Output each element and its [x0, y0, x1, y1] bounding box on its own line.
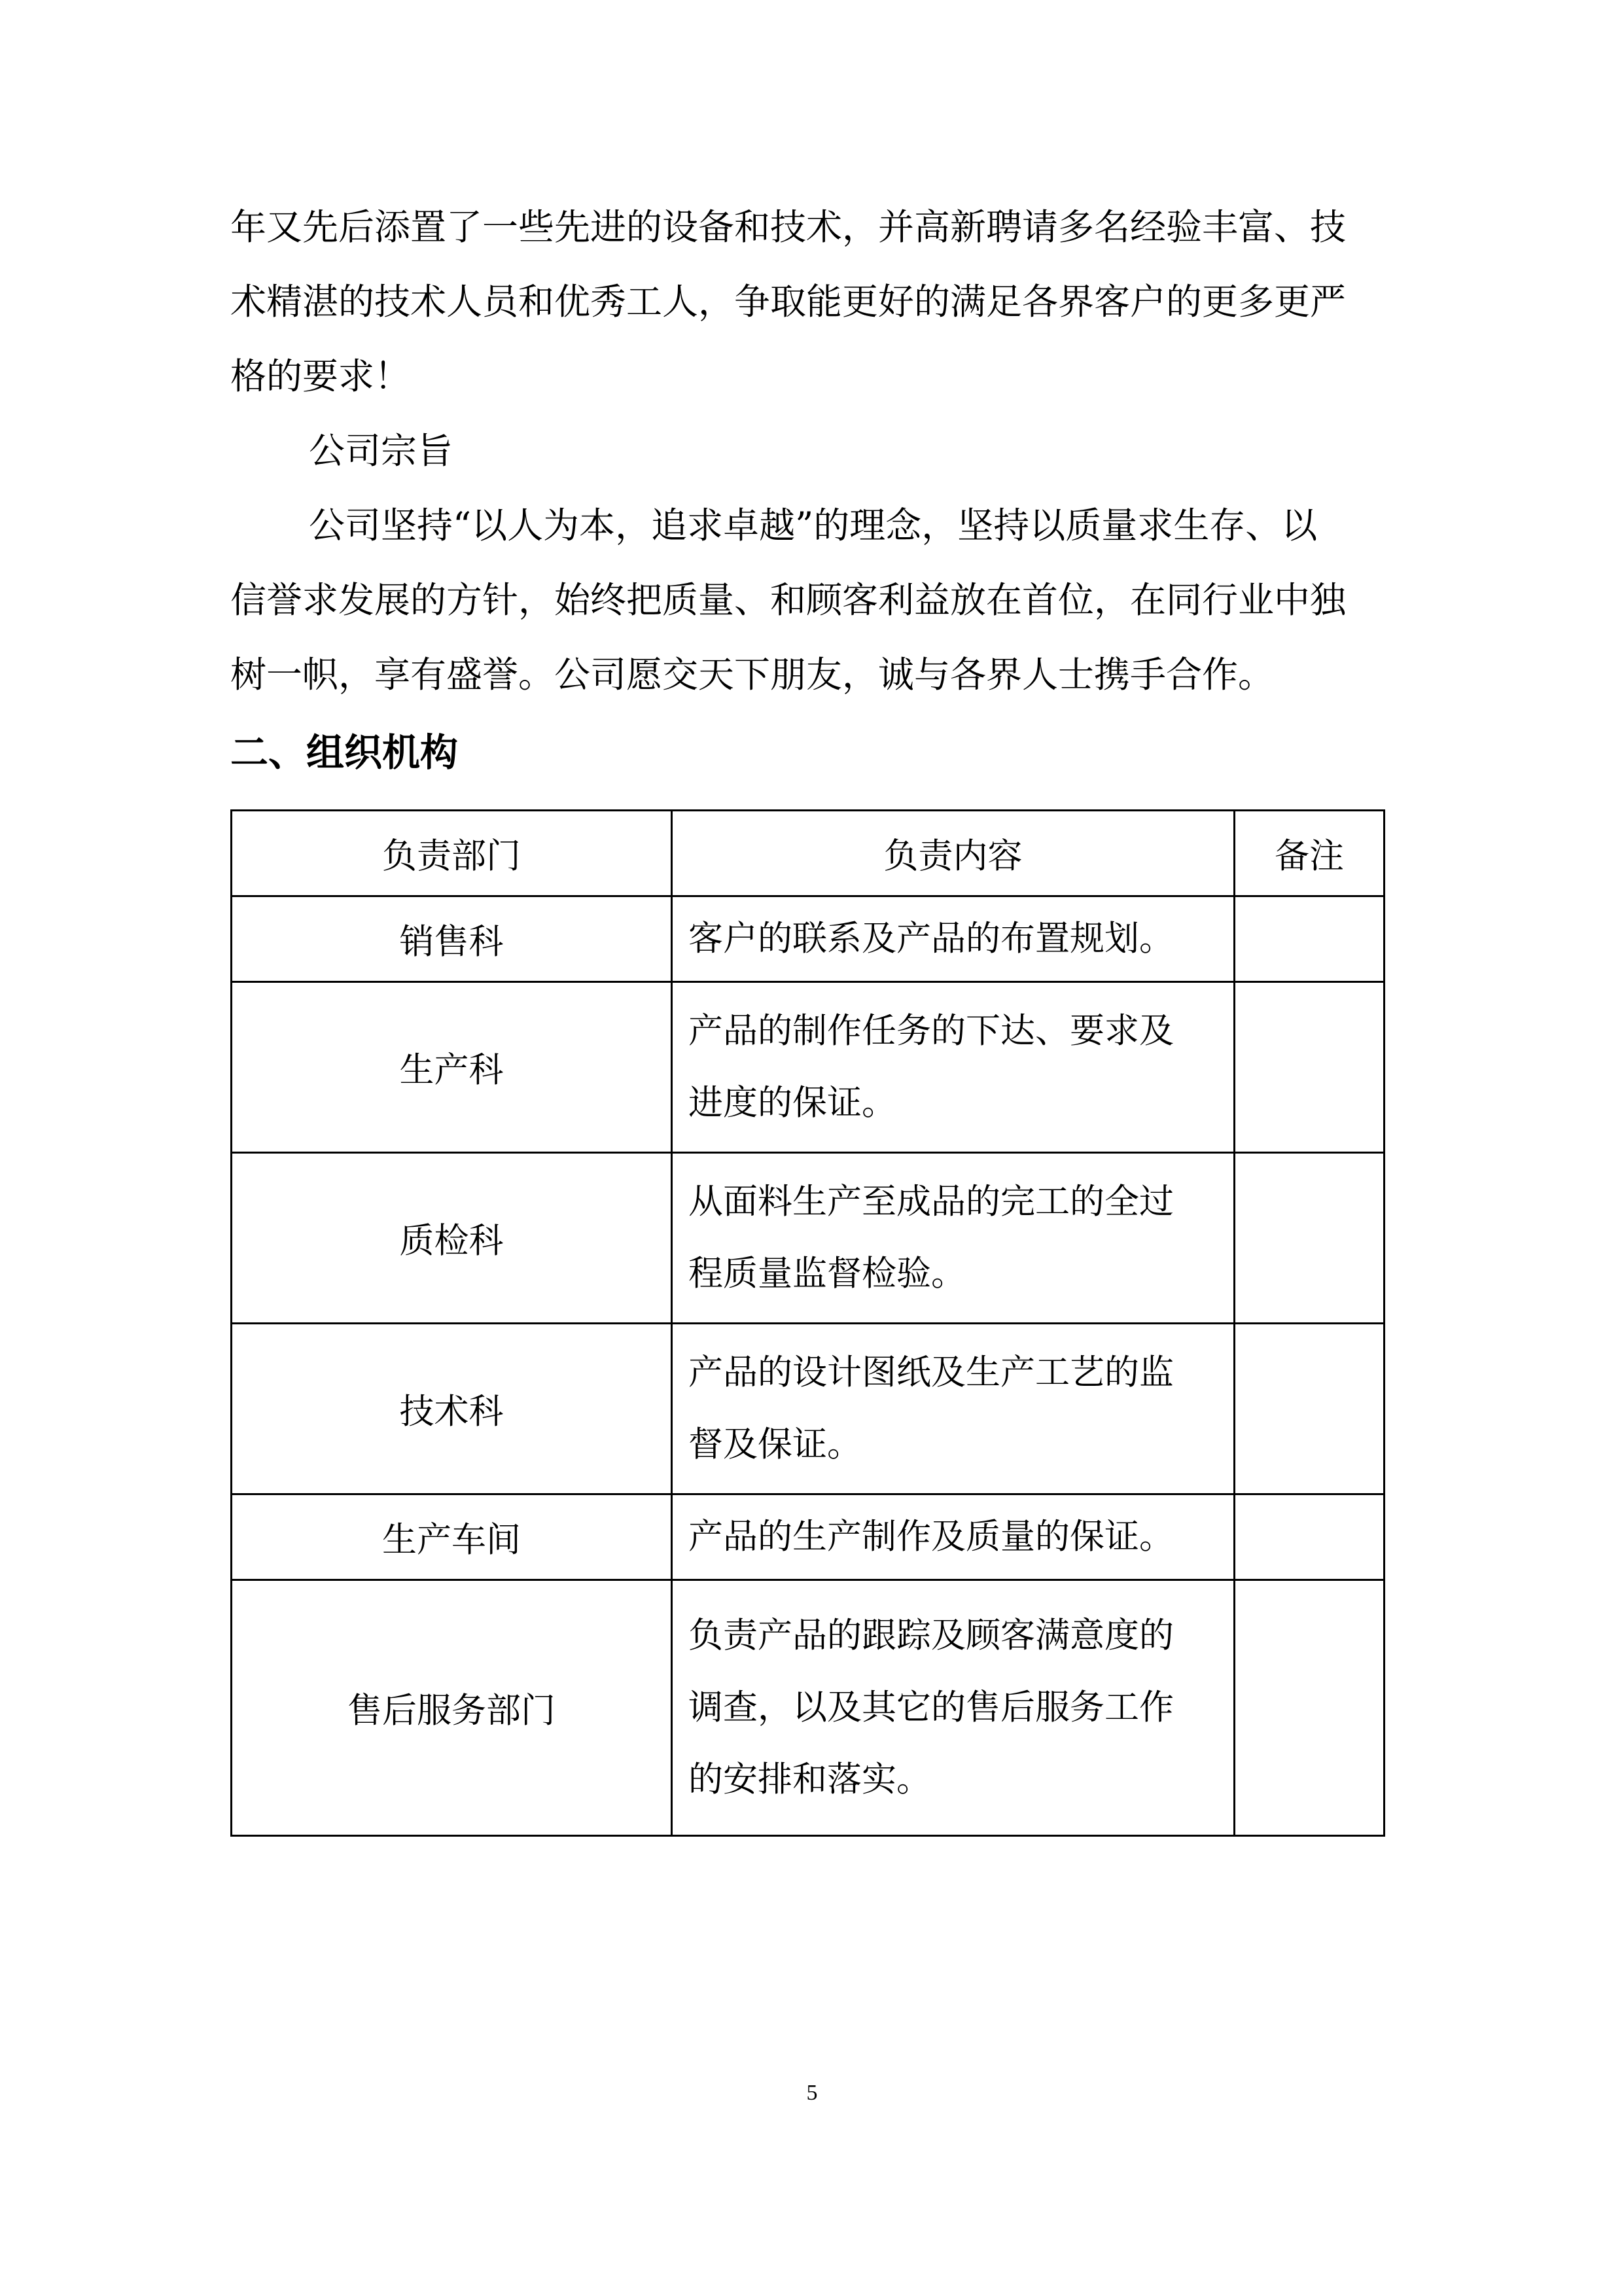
org-structure-table	[230, 809, 1385, 1837]
content-cell	[672, 1494, 1235, 1580]
content-line: 调查，以及其它的售后服务工作	[688, 1687, 1174, 1727]
note-cell	[1235, 1580, 1385, 1836]
content-line: 产品的制作任务的下达、要求及	[688, 1011, 1174, 1051]
header-content: 负责内容	[672, 811, 1235, 896]
content-line: 程质量监督检验。	[688, 1254, 966, 1294]
page-number: 5	[806, 2081, 818, 2105]
content-line: 负责产品的跟踪及顾客满意度的	[688, 1616, 1174, 1655]
content-cell	[672, 1580, 1235, 1836]
table-row	[232, 1580, 1385, 1836]
purpose-title: 公司宗旨	[309, 430, 453, 472]
content-cell	[672, 1153, 1235, 1324]
table-row	[232, 1153, 1385, 1324]
table-header-row	[232, 811, 1385, 896]
dept-cell: 生产车间	[232, 1494, 672, 1580]
dept-cell: 售后服务部门	[232, 1580, 672, 1836]
table-row	[232, 1494, 1385, 1580]
header-note: 备注	[1235, 811, 1385, 896]
note-cell	[1235, 982, 1385, 1153]
dept-cell: 生产科	[232, 982, 672, 1153]
note-cell	[1235, 1153, 1385, 1324]
purpose-paragraph-line: 公司坚持“以人为本，追求卓越”的理念，坚持以质量求生存、以	[309, 504, 1318, 546]
content-line: 进度的保证。	[688, 1083, 896, 1123]
purpose-paragraph-line: 信誉求发展的方针，始终把质量、和顾客利益放在首位，在同行业中独	[230, 579, 1347, 621]
section-heading: 二、组织机构	[230, 730, 459, 775]
note-cell	[1235, 1494, 1385, 1580]
content-cell	[672, 896, 1235, 982]
content-cell	[672, 982, 1235, 1153]
intro-paragraph-line: 格的要求！	[230, 355, 411, 397]
table-row	[232, 982, 1385, 1153]
content-line: 产品的生产制作及质量的保证。	[688, 1517, 1174, 1557]
dept-cell: 质检科	[232, 1153, 672, 1324]
intro-paragraph-line: 术精湛的技术人员和优秀工人，争取能更好的满足各界客户的更多更严	[230, 281, 1347, 323]
purpose-paragraph-line: 树一帜，享有盛誉。公司愿交天下朋友，诚与各界人士携手合作。	[230, 654, 1275, 696]
content-line: 客户的联系及产品的布置规划。	[688, 919, 1174, 959]
content-line: 产品的设计图纸及生产工艺的监	[688, 1352, 1174, 1392]
content-line: 的安排和落实。	[688, 1759, 931, 1799]
note-cell	[1235, 1324, 1385, 1494]
dept-cell: 技术科	[232, 1324, 672, 1494]
content-line: 从面料生产至成品的完工的全过	[688, 1182, 1174, 1222]
intro-paragraph-line: 年又先后添置了一些先进的设备和技术，并高新聘请多名经验丰富、技	[230, 206, 1347, 248]
content-line: 督及保证。	[688, 1424, 862, 1464]
table-row	[232, 1324, 1385, 1494]
header-dept: 负责部门	[232, 811, 672, 896]
dept-cell: 销售科	[232, 896, 672, 982]
table-row	[232, 896, 1385, 982]
note-cell	[1235, 896, 1385, 982]
content-cell	[672, 1324, 1235, 1494]
